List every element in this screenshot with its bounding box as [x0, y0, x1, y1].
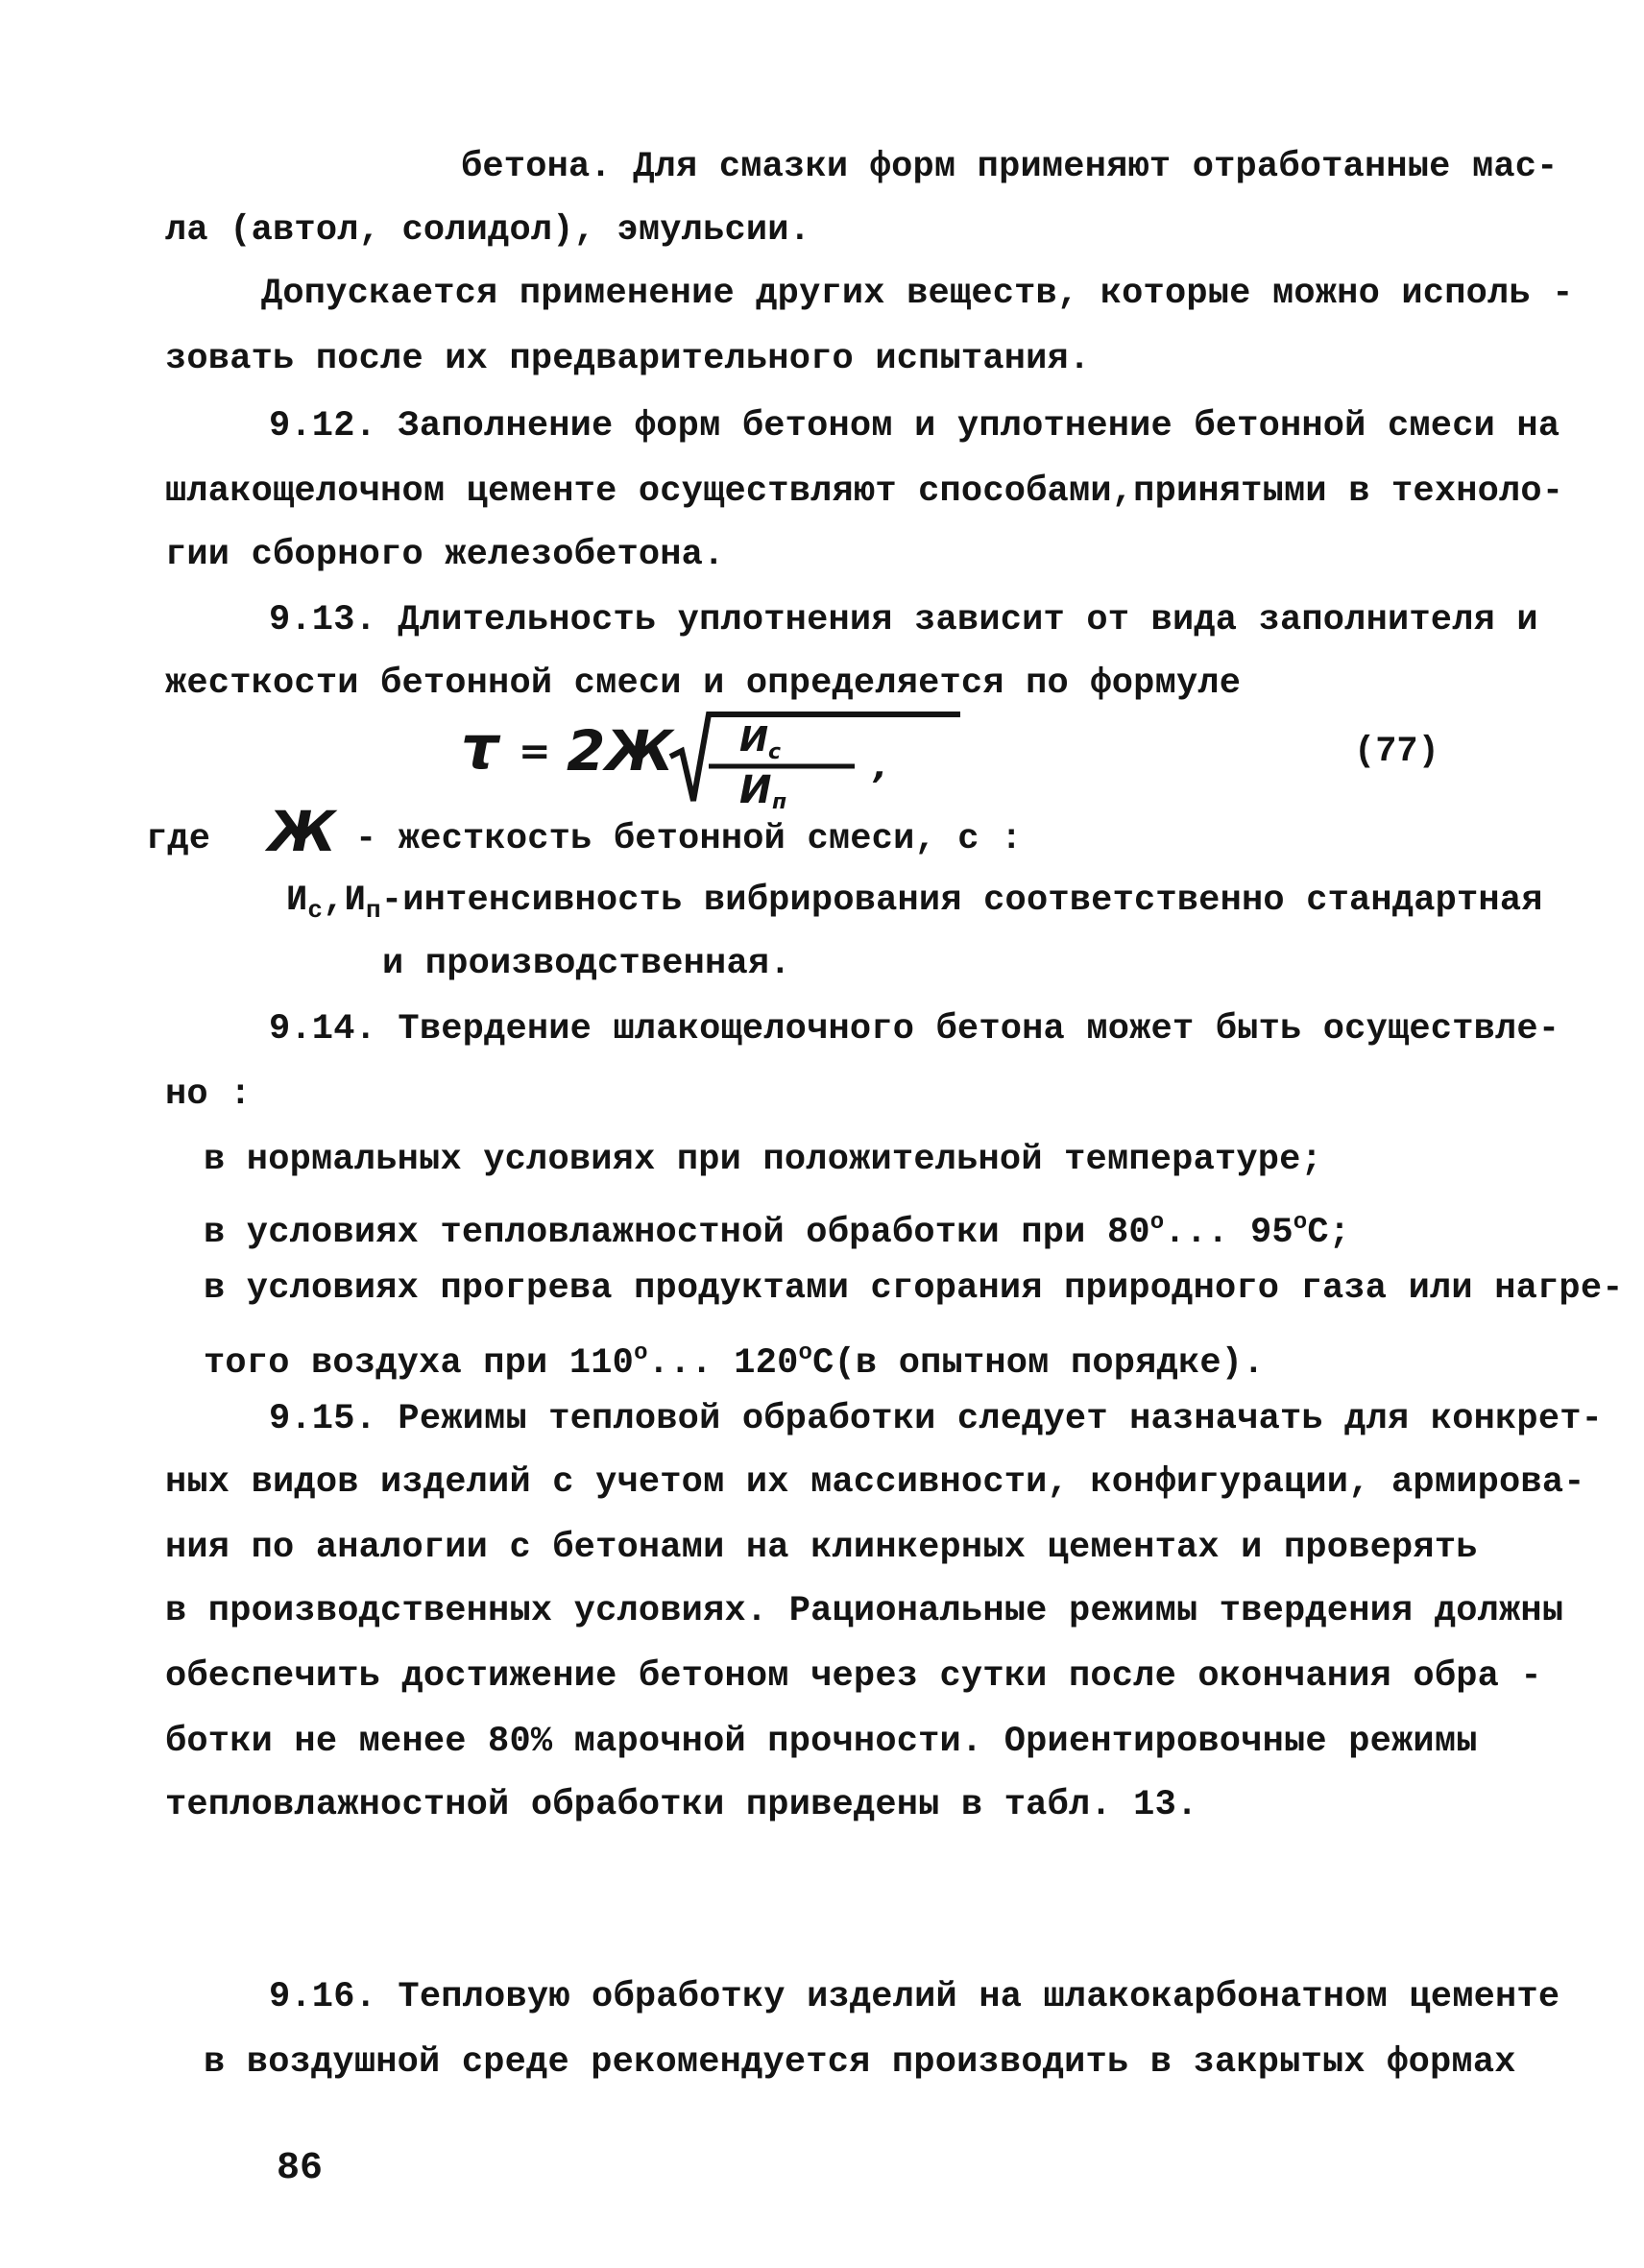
formula-denominator: И: [739, 768, 772, 812]
intensity-symbol: И: [344, 881, 367, 921]
formula-tau: τ: [461, 712, 499, 783]
equation-number: (77): [1354, 732, 1439, 772]
text-line: тепловлажностной обработки приведены в табл. 13.: [165, 1785, 1198, 1825]
formula-numerator-sub: с: [768, 740, 782, 764]
text-line: гии сборного железобетона.: [165, 535, 725, 575]
text-line: в нормальных условиях при положительной температуре;: [204, 1140, 1322, 1180]
formula-equals: =: [519, 730, 551, 774]
text-line: ла (автол, солидол), эмульсии.: [165, 210, 811, 251]
section-9-13: 9.13. Длительность уплотнения зависит от вида заполнителя и: [269, 600, 1538, 640]
page-number: 86: [277, 2147, 324, 2190]
intensity-sep: ,: [323, 881, 345, 921]
text-line: Допускается применение других веществ, которые можно исполь -: [261, 274, 1574, 314]
text-line: зовать после их предварительного испытания.: [165, 339, 1091, 379]
text-line: ных видов изделий с учетом их массивности, конфигурации, армирова-: [165, 1462, 1585, 1503]
section-9-12: 9.12. Заполнение форм бетоном и уплотнение бетонной смеси на: [269, 406, 1560, 446]
degree-sign: о: [1293, 1210, 1308, 1236]
formula-comma: ,: [874, 747, 887, 786]
text-line: жесткости бетонной смеси и определяется по формуле: [165, 664, 1242, 704]
intensity-text: -интенсивность вибрирования соответственно стандартная: [380, 881, 1543, 921]
degree-sign: о: [798, 1340, 813, 1366]
formula-numerator: И: [739, 720, 769, 760]
text-line: но :: [165, 1074, 252, 1115]
section-9-14: 9.14. Твердение шлакощелочного бетона может быть осуществле-: [269, 1009, 1560, 1050]
intensity-sub: п: [366, 896, 381, 925]
degree-sign: о: [1149, 1210, 1165, 1236]
text-line: и производственная.: [382, 944, 791, 984]
text-line: шлакощелочном цементе осуществляют способами,принятыми в техноло-: [165, 471, 1564, 512]
text-line: ния по аналогии с бетонами на клинкерных цементах и проверять: [165, 1528, 1478, 1568]
section-9-15: 9.15. Режимы тепловой обработки следует назначать для конкрет-: [269, 1399, 1604, 1439]
intensity-symbol: И: [286, 881, 308, 921]
svg-text:Ж: Ж: [268, 803, 336, 860]
degree-sign: о: [634, 1340, 648, 1366]
text-line: бетона. Для смазки форм применяют отработанные мас-: [461, 147, 1559, 187]
text-line: в условиях прогрева продуктами сгорания природного газа или нагре-: [204, 1268, 1624, 1309]
text-line: ботки не менее 80% марочной прочности. Ориентировочные режимы: [165, 1722, 1478, 1762]
text-line: того воздуха при $110^о$... $120^оС(в$ опытном порядке).: [204, 1340, 1265, 1384]
intensity-sub: с: [307, 896, 324, 925]
intensity-line: [286, 880, 1543, 931]
where-prefix: где: [146, 819, 211, 859]
formula-coefficient: 2Ж: [567, 718, 674, 784]
sqrt-sign: [670, 714, 960, 801]
section-9-16: 9.16. Тепловую обработку изделий на шлакокарбонатном цементе: [269, 1977, 1560, 2017]
zh-symbol: [264, 803, 341, 860]
text-line: обеспечить достижение бетоном через сутки после окончания обра -: [165, 1656, 1542, 1697]
text-line: в воздушной среде рекомендуется производить в закрытых формах: [204, 2042, 1516, 2083]
text-line: - жесткость бетонной смеси, с :: [355, 819, 1023, 859]
formula-77: [451, 709, 1047, 814]
text-line: в условиях тепловлажностной обработки при $80^о$... $95^оС$;: [204, 1210, 1351, 1253]
formula-denominator-sub: п: [772, 790, 787, 814]
text-line: в производственных условиях. Рациональные режимы твердения должны: [165, 1591, 1564, 1631]
